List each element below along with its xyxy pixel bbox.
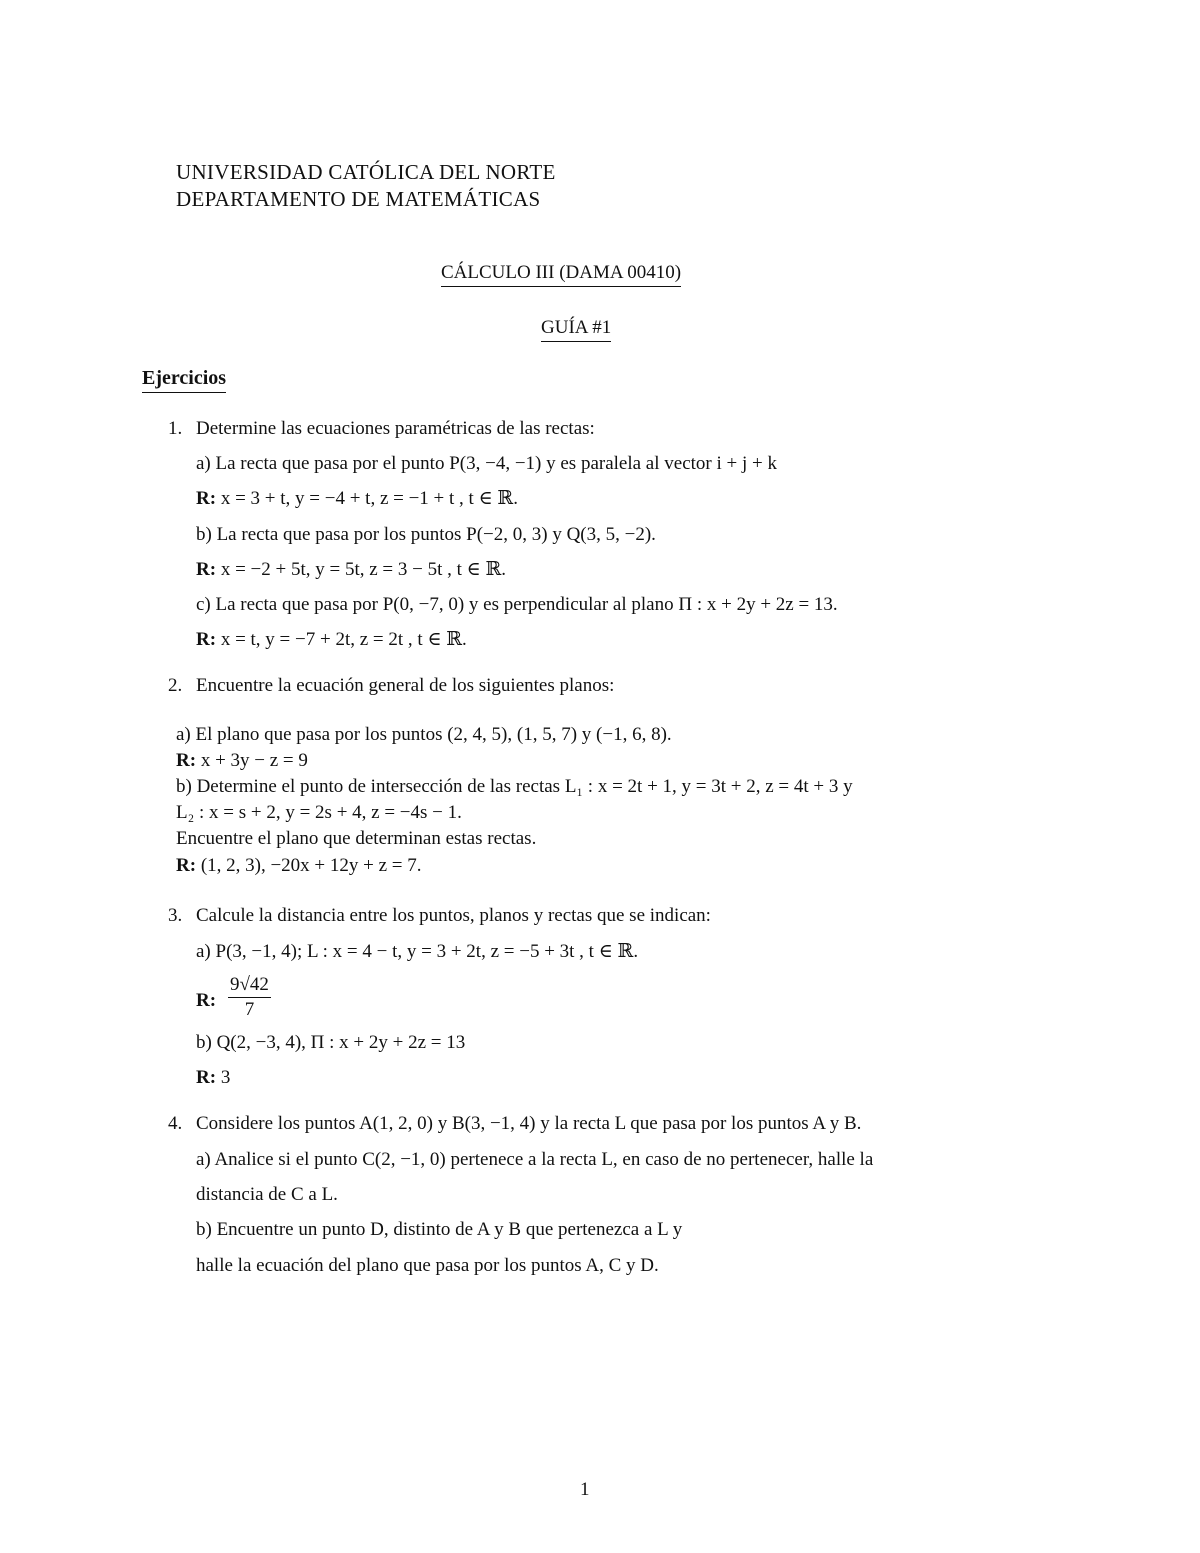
exercise-1a: a) La recta que pasa por el punto P(3, −4, −1) y es paralela al vector i + j + k <box>196 453 777 474</box>
answer-text: (1, 2, 3), −20x + 12y + z = 7. <box>200 855 422 876</box>
answer-label: R: <box>196 990 217 1011</box>
answer-label: R: <box>176 750 197 771</box>
answer-label: R: <box>196 488 217 509</box>
section-title: Ejercicios <box>142 367 226 393</box>
exercise-1b: b) La recta que pasa por los puntos P(−2, 0, 3) y Q(3, 5, −2). <box>196 524 656 545</box>
answer-label: R: <box>176 855 197 876</box>
page-number: 1 <box>580 1479 590 1500</box>
exercise-3a-answer-fraction <box>228 974 271 1021</box>
exercise-1a-answer <box>196 488 518 510</box>
course-title: CÁLCULO III (DAMA 00410) <box>441 262 681 287</box>
exercise-4b: b) Encuentre un punto D, distinto de A y B que pertenezca a L y <box>196 1219 683 1240</box>
university-name: UNIVERSIDAD CATÓLICA DEL NORTE <box>176 160 556 184</box>
exercise-3a-answer-label <box>196 990 216 1012</box>
answer-text: x = t, y = −7 + 2t, z = 2t , t ∈ ℝ. <box>220 629 467 650</box>
exercise-3b-answer <box>196 1067 230 1089</box>
fraction-numerator: 9√42 <box>228 974 271 998</box>
exercise-4-number: 4. <box>168 1113 183 1134</box>
answer-text: x + 3y − z = 9 <box>200 750 308 771</box>
exercise-3b: b) Q(2, −3, 4), Π : x + 2y + 2z = 13 <box>196 1032 466 1053</box>
exercise-4a-line2: distancia de C a L. <box>196 1184 338 1205</box>
fraction-denominator: 7 <box>244 999 255 1020</box>
guide-title: GUÍA #1 <box>541 317 611 342</box>
exercise-2b-line3: Encuentre el plano que determinan estas rectas. <box>176 828 537 849</box>
exercise-1b-answer <box>196 559 506 581</box>
exercise-1-prompt: Determine las ecuaciones paramétricas de las rectas: <box>196 418 595 439</box>
exercise-2b-answer <box>176 855 422 877</box>
exercise-4a: a) Analice si el punto C(2, −1, 0) pertenece a la recta L, en caso de no pertenecer, halle la <box>196 1149 874 1170</box>
exercise-2-number: 2. <box>168 675 183 696</box>
exercise-4b-line2: halle la ecuación del plano que pasa por los puntos A, C y D. <box>196 1255 659 1276</box>
answer-text: 3 <box>220 1067 231 1088</box>
answer-label: R: <box>196 1067 217 1088</box>
exercise-3a: a) P(3, −1, 4); L : x = 4 − t, y = 3 + 2t, z = −5 + 3t , t ∈ ℝ. <box>196 941 639 962</box>
exercise-1-number: 1. <box>168 418 183 439</box>
answer-label: R: <box>196 629 217 650</box>
exercise-2a-answer <box>176 750 308 772</box>
answer-text: x = −2 + 5t, y = 5t, z = 3 − 5t , t ∈ ℝ. <box>220 559 507 580</box>
exercise-2a: a) El plano que pasa por los puntos (2, 4, 5), (1, 5, 7) y (−1, 6, 8). <box>176 724 672 745</box>
department-name: DEPARTAMENTO DE MATEMÁTICAS <box>176 187 541 211</box>
answer-text: x = 3 + t, y = −4 + t, z = −1 + t , t ∈ ℝ. <box>220 488 518 509</box>
exercise-3-prompt: Calcule la distancia entre los puntos, planos y rectas que se indican: <box>196 905 711 926</box>
exercise-4-prompt: Considere los puntos A(1, 2, 0) y B(3, −1, 4) y la recta L que pasa por los puntos A y B. <box>196 1113 862 1134</box>
exercise-2b: b) Determine el punto de intersección de las rectas L₁ : x = 2t + 1, y = 3t + 2, z = 4t + 3 y <box>176 776 853 797</box>
exercise-2b-line2: L₂ : x = s + 2, y = 2s + 4, z = −4s − 1. <box>176 802 462 823</box>
exercise-1c-answer <box>196 629 467 651</box>
exercise-3-number: 3. <box>168 905 183 926</box>
answer-label: R: <box>196 559 217 580</box>
exercise-2-prompt: Encuentre la ecuación general de los siguientes planos: <box>196 675 615 696</box>
exercise-1c: c) La recta que pasa por P(0, −7, 0) y es perpendicular al plano Π : x + 2y + 2z = 13. <box>196 594 838 615</box>
